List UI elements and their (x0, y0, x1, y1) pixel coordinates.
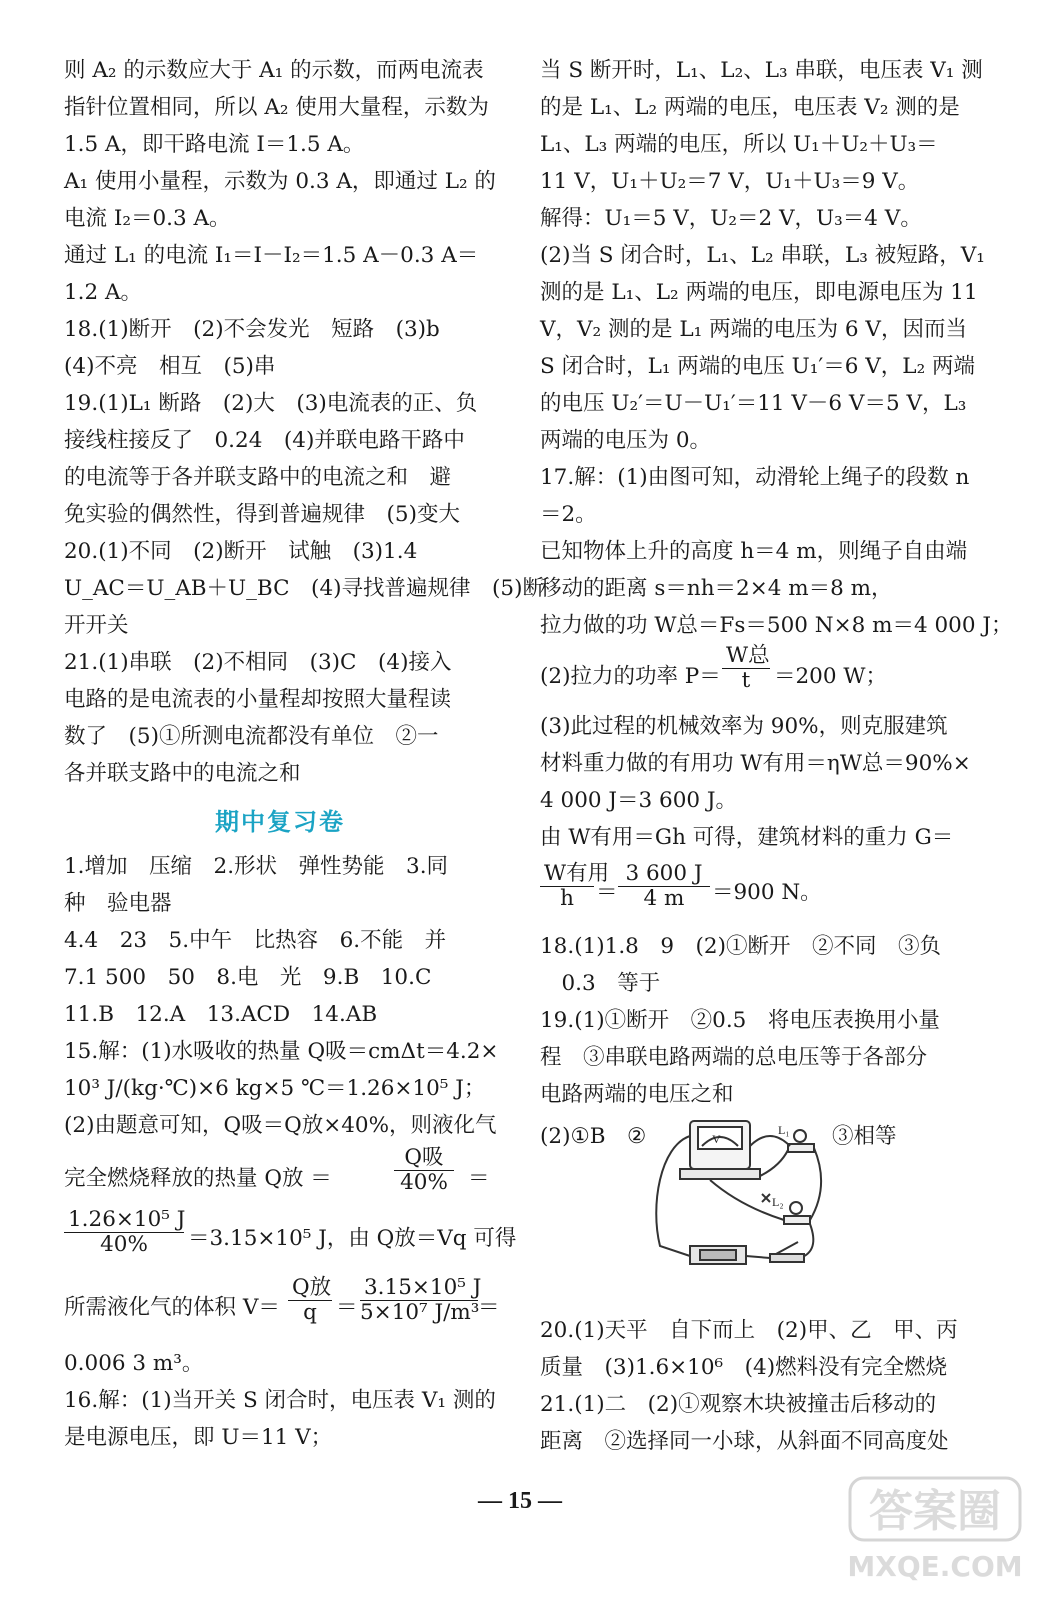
text-line: 解得：U₁＝5 V，U₂＝2 V，U₃＝4 V。 (540, 206, 922, 231)
text-line: U_AC＝U_AB＋U_BC (4)寻找普遍规律 (5)断 (64, 576, 544, 601)
text-line: 的电压 U₂′＝U－U₁′＝11 V－6 V＝5 V，L₃ (540, 391, 967, 416)
page-number: — 15 — (478, 1488, 562, 1514)
svg-text:L₁: L₁ (778, 1123, 790, 1137)
fraction (722, 644, 770, 693)
fraction (394, 1146, 454, 1195)
text-line: 7.1 500 50 8.电 光 9.B 10.C (64, 965, 432, 990)
text-line: 1.5 A，即干路电流 I＝1.5 A。 (64, 132, 365, 157)
text-line: 19.(1)①断开 ②0.5 将电压表换用小量 (540, 1008, 940, 1033)
text-line: 测的是 L₁、L₂ 两端的电压，即电源电压为 11 (540, 280, 978, 305)
text-line: (4)不亮 相互 (5)串 (64, 354, 276, 379)
text-line: 的电流等于各并联支路中的电流之和 避 (64, 465, 452, 490)
text-line: 距离 ②选择同一小球，从斜面不同高度处 (540, 1429, 949, 1454)
text-line: 4 000 J＝3 600 J。 (540, 788, 738, 813)
text-line: 免实验的偶然性，得到普遍规律 (5)变大 (64, 502, 460, 527)
text-line: 15.解：(1)水吸收的热量 Q吸＝cmΔt＝4.2× (64, 1039, 499, 1064)
text-line: ＝ (468, 1166, 490, 1191)
text-line: 移动的距离 s＝nh＝2×4 m＝8 m， (540, 576, 893, 601)
text-line: 0.3 等于 (540, 971, 661, 996)
fraction-denominator: 40% (100, 1232, 148, 1257)
text-line: ③相等 (832, 1124, 897, 1149)
text-line: 1.2 A。 (64, 280, 143, 305)
fraction-numerator: W有用 (540, 862, 594, 887)
text-line: 所需液化气的体积 V＝ (64, 1295, 280, 1320)
text-line: 种 验电器 (64, 891, 172, 916)
text-line: 已知物体上升的高度 h＝4 m，则绳子自由端 (540, 539, 968, 564)
text-line: ＝3.15×10⁵ J，由 Q放＝Vq 可得 (188, 1226, 517, 1251)
text-line: 指针位置相同，所以 A₂ 使用大量程，示数为 (64, 95, 489, 120)
text-line: 16.解：(1)当开关 S 闭合时，电压表 V₁ 测的 (64, 1388, 496, 1413)
text-line: ＝ (336, 1295, 358, 1320)
text-line: 是电源电压，即 U＝11 V； (64, 1425, 333, 1450)
text-line: 19.(1)L₁ 断路 (2)大 (3)电流表的正、负 (64, 391, 478, 416)
text-line: S 闭合时，L₁ 两端的电压 U₁′＝6 V，L₂ 两端 (540, 354, 976, 379)
text-line: 电路的是电流表的小量程却按照大量程读 (64, 687, 452, 712)
fraction (288, 1276, 332, 1325)
text-line: A₁ 使用小量程，示数为 0.3 A，即通过 L₂ 的 (64, 169, 496, 194)
fraction-numerator: 3 600 J (618, 862, 710, 887)
text-line: (2)①B ② (540, 1124, 647, 1149)
fraction (618, 862, 710, 911)
svg-text:MXQE.COM: MXQE.COM (847, 1550, 1023, 1583)
text-line: 程 ③串联电路两端的总电压等于各部分 (540, 1045, 928, 1070)
text-line: 11.B 12.A 13.ACD 14.AB (64, 1002, 378, 1027)
watermark-logo (840, 1470, 1030, 1590)
fraction-denominator: 4 m (643, 886, 685, 911)
text-line: (2)由题意可知，Q吸＝Q放×40%，则液化气 (64, 1113, 497, 1138)
text-line: 4.4 23 5.中午 比热容 6.不能 并 (64, 928, 447, 953)
text-line: 的是 L₁、L₂ 两端的电压，电压表 V₂ 测的是 (540, 95, 960, 120)
text-line: 则 A₂ 的示数应大于 A₁ 的示数，而两电流表 (64, 58, 484, 83)
fraction-denominator: 40% (400, 1170, 448, 1195)
fraction (540, 861, 610, 911)
section-title: 期中复习卷 (215, 807, 345, 836)
text-line: 21.(1)二 (2)①观察木块被撞击后移动的 (540, 1392, 937, 1417)
svg-text:V: V (712, 1132, 721, 1146)
svg-text:答案圈: 答案圈 (869, 1486, 1001, 1537)
fraction-numerator: 1.26×10⁵ J (64, 1208, 184, 1233)
fraction (360, 1275, 482, 1325)
text-line: 完全燃烧释放的热量 Q放 ＝ (64, 1166, 332, 1191)
text-line: ＝ (478, 1295, 500, 1320)
text-line: L₁、L₃ 两端的电压，所以 U₁＋U₂＋U₃＝ (540, 132, 938, 157)
text-line: 通过 L₁ 的电流 I₁＝I－I₂＝1.5 A－0.3 A＝ (64, 243, 479, 268)
text-line: 18.(1)断开 (2)不会发光 短路 (3)b (64, 317, 440, 342)
text-line: 当 S 断开时，L₁、L₂、L₃ 串联，电压表 V₁ 测 (540, 58, 983, 83)
text-line: 20.(1)天平 自下而上 (2)甲、乙 甲、丙 (540, 1318, 958, 1343)
text-line: (3)此过程的机械效率为 90%，则克服建筑 (540, 714, 948, 739)
text-line: ＝900 N。 (712, 880, 822, 905)
text-line: 拉力做的功 W总＝Fs＝500 N×8 m＝4 000 J； (540, 613, 1013, 638)
fraction-denominator: h (560, 886, 574, 911)
fraction-numerator: 3.15×10⁵ J (360, 1276, 478, 1301)
text-line: 20.(1)不同 (2)断开 试触 (3)1.4 (64, 539, 418, 564)
fraction (64, 1208, 184, 1257)
text-line: 电路两端的电压之和 (540, 1082, 734, 1107)
fraction-denominator: q (303, 1300, 317, 1325)
fraction-numerator: Q吸 (394, 1146, 454, 1171)
text-line: 由 W有用＝Gh 可得，建筑材料的重力 G＝ (540, 825, 954, 850)
fraction-numerator: W总 (722, 644, 770, 669)
circuit-diagram-figure (650, 1116, 830, 1276)
text-line: 1.增加 压缩 2.形状 弹性势能 3.同 (64, 854, 449, 879)
text-line: 各并联支路中的电流之和 (64, 761, 301, 786)
text-line: ＝2。 (540, 502, 597, 527)
text-line: ＝200 W； (774, 664, 887, 689)
text-line: (2)当 S 闭合时，L₁、L₂ 串联，L₃ 被短路，V₁ (540, 243, 985, 268)
fraction-numerator: Q放 (288, 1276, 332, 1301)
text-line: 两端的电压为 0。 (540, 428, 712, 453)
text-line: 18.(1)1.8 9 (2)①断开 ②不同 ③负 (540, 934, 941, 959)
text-line: 电流 I₂＝0.3 A。 (64, 206, 231, 231)
text-line: 11 V，U₁＋U₂＝7 V，U₁＋U₃＝9 V。 (540, 169, 920, 194)
text-line: 开开关 (64, 613, 129, 638)
text-line: (2)拉力的功率 P＝ (540, 664, 721, 689)
text-line: V，V₂ 测的是 L₁ 两端的电压为 6 V，因而当 (540, 317, 967, 342)
text-line: 材料重力做的有用功 W有用＝ηW总＝90%× (540, 751, 971, 776)
text-line: 10³ J/(kg·℃)×6 kg×5 ℃＝1.26×10⁵ J； (64, 1076, 486, 1101)
text-line: 质量 (3)1.6×10⁶ (4)燃料没有完全燃烧 (540, 1355, 948, 1380)
text-line: 21.(1)串联 (2)不相同 (3)C (4)接入 (64, 650, 452, 675)
text-line: 数了 (5)①所测电流都没有单位 ②一 (64, 724, 439, 749)
text-line: ＝ (596, 880, 618, 905)
svg-text:L₂: L₂ (772, 1195, 784, 1209)
text-line: 接线柱接反了 0.24 (4)并联电路干路中 (64, 428, 465, 453)
text-line: 17.解：(1)由图可知，动滑轮上绳子的段数 n (540, 465, 970, 490)
fraction-denominator: t (741, 668, 751, 693)
fraction-denominator: 5×10⁷ J/m³ (360, 1300, 480, 1325)
text-line: 0.006 3 m³。 (64, 1351, 204, 1376)
